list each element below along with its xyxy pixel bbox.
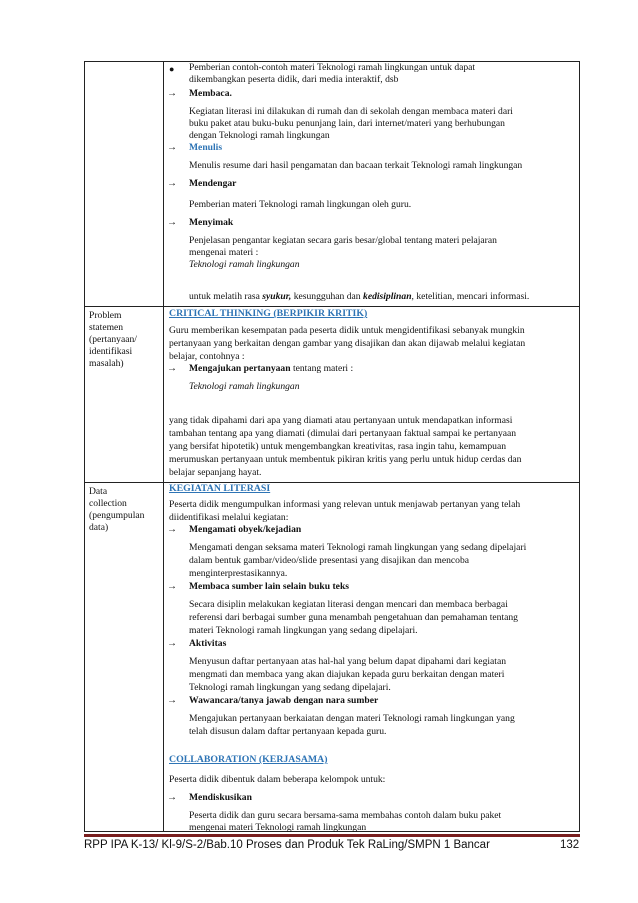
membaca-text: buku paket atau buku-buku penunjang lain, dari internet/materi yang berhubungan [189,118,505,129]
left-column [85,62,164,831]
activity-text: referensi dari berbagai sumber guna menambah pengetahuan dan pemahaman tentang [189,612,518,623]
menyimak-text: mengenai materi : [189,247,259,258]
activity-title: Membaca sumber lain selain buku teks [189,581,350,592]
membaca-text: Kegiatan literasi ini dilakukan di rumah dan di sekolah dengan membaca materi dari [189,106,513,117]
row2-after: tambahan tentang apa yang diamati (dimulai dari pertanyaan faktual sampai ke pertanyaan [169,428,517,439]
activity-text: menginterprestasikannya. [189,568,288,579]
bullet-icon: ● [169,64,175,74]
activity-title: Wawancara/tanya jawab dengan nara sumber [189,695,379,706]
mengajukan-topic: Teknologi ramah lingkungan [189,381,300,392]
row2-intro: Guru memberikan kesempatan pada peserta didik untuk mengidentifikasi sebanyak mungkin [169,325,525,336]
arrow-icon: → [167,695,177,706]
row2-after: merumuskan pertanyaan untuk membentuk pikiran kritis yang perlu untuk hidup cerdas dan [169,454,522,465]
critical-thinking-heading: CRITICAL THINKING (BERPIKIR KRITIK) [169,308,368,319]
arrow-icon: → [167,581,177,592]
menyimak-title: Menyimak [189,217,234,228]
arrow-icon: → [167,524,177,535]
activity-text: Mengamati dengan seksama materi Teknologi ramah lingkungan yang sedang dipelajari [189,542,527,553]
activity-title: Aktivitas [189,638,227,649]
activity-text: Teknologi ramah lingkungan yang sedang dipelajari. [189,682,391,693]
activity-text: materi Teknologi ramah lingkungan yang sedang dipelajari. [189,625,418,636]
row2-intro: pertanyaan yang berkaitan dengan gambar yang disajikan dan akan dijawab melalui kegiatan [169,338,526,349]
row2-after: yang tidak dipahami dari apa yang diamati atau pertanyaan untuk mendapatkan informasi [169,415,513,426]
activity-text: Menyusun daftar pertanyaan atas hal-hal yang belum dapat dipahami dari kegiatan [189,656,507,667]
arrow-icon: → [167,792,177,803]
mendengar-title: Mendengar [189,178,237,189]
content-column [165,62,579,831]
mendengar-text: Pemberian materi Teknologi ramah lingkungan oleh guru. [189,199,412,210]
collab-item-text: mengenai materi Teknologi ramah lingkungan [189,822,367,833]
page-number: 132 [560,839,580,851]
activity-text: dalam bentuk gambar/video/slide presentasi yang disajikan dan mencoba [189,555,469,566]
activity-text: Mengajukan pertanyaan berkaiatan dengan materi Teknologi ramah lingkungan yang [189,713,515,724]
collab-item-text: Peserta didik dan guru secara bersama-sama membahas contoh dalam buku paket [189,810,502,821]
membaca-title: Membaca. [189,88,232,99]
row3-intro: diidentifikasi melalui kegiatan: [169,512,289,523]
arrow-icon: → [167,363,177,374]
activity-text: telah disusun dalam daftar pertanyaan kepada guru. [189,726,387,737]
data-collection-label: Data collection (pengumpulan data) [89,486,145,533]
membaca-text: dengan Teknologi ramah lingkungan [189,130,330,141]
bullet-text: dikembangkan peserta didik, dari media interaktif, dsb [189,74,399,85]
footer-rule [84,834,580,837]
footer-title: RPP IPA K-13/ Kl-9/S-2/Bab.10 Proses dan Produk Tek RaLing/SMPN 1 Bancar [84,839,490,851]
menyimak-text: Penjelasan pengantar kegiatan secara garis besar/global tentang materi pelajaran [189,235,497,246]
arrow-icon: → [167,88,177,99]
row2-after: belajar sepanjang hayat. [169,467,262,478]
collab-intro: Peserta didik dibentuk dalam beberapa kelompok untuk: [169,774,386,785]
arrow-icon: → [167,638,177,649]
closing-text: untuk melatih rasa syukur, kesungguhan dan kedisiplinan, ketelitian, mencari informasi. [189,291,530,302]
literasi-heading: KEGIATAN LITERASI [169,483,271,494]
menyimak-topic: Teknologi ramah lingkungan [189,259,300,270]
row2-intro: belajar, contohnya : [169,351,245,362]
activity-text: mengmati dan membaca yang akan diajukan kepada guru berkaitan dengan materi [189,669,505,680]
problem-statement-label: Problem statemen (pertanyaan/ identifikasi masalah) [89,310,137,369]
arrow-icon: → [167,142,177,153]
mengajukan-item: Mengajukan pertanyaan tentang materi : [189,363,354,374]
arrow-icon: → [167,217,177,228]
activity-title: Mengamati obyek/kejadian [189,524,302,535]
collaboration-heading: COLLABORATION (KERJASAMA) [169,754,328,765]
collab-item-title: Mendiskusikan [189,792,252,803]
menulis-text: Menulis resume dari hasil pengamatan dan bacaan terkait Teknologi ramah lingkungan [189,160,523,171]
bullet-text: Pemberian contoh-contoh materi Teknologi ramah lingkungan untuk dapat [189,62,476,73]
row2-after: yang bersifat hipotetik) untuk mengembangkan kreativitas, rasa ingin tahu, kemampuan [169,441,507,452]
lesson-plan-table [84,61,580,832]
arrow-icon: → [167,178,177,189]
activity-text: Secara disiplin melakukan kegiatan literasi dengan mencari dan membaca berbagai [189,599,508,610]
menulis-title: Menulis [189,142,223,153]
row3-intro: Peserta didik mengumpulkan informasi yang relevan untuk menjawab pertanyan yang telah [169,499,521,510]
